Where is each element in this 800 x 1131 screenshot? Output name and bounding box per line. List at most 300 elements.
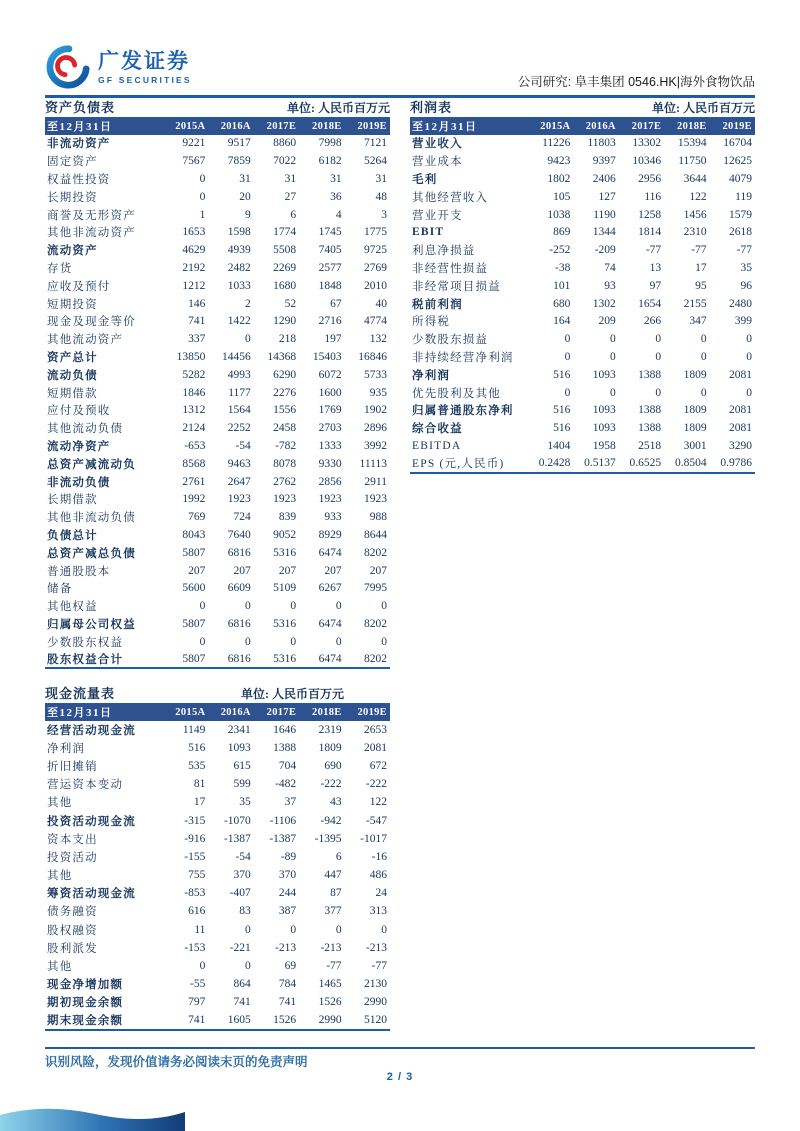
cell-value: 5807 (182, 653, 206, 665)
year-column-header: 2016A (208, 704, 253, 721)
cell-value: 0 (245, 635, 251, 648)
row-label: 储备 (47, 583, 73, 596)
cell-value: 2647 (227, 475, 251, 488)
gf-logo-icon (45, 44, 91, 90)
cell-value: 31 (330, 172, 342, 185)
cell-value: 74 (604, 261, 616, 274)
cell-value: 0 (290, 923, 297, 936)
income-statement-caption (410, 100, 755, 116)
cell-value: 724 (233, 511, 251, 524)
cell-value: 37 (284, 796, 297, 809)
cell-value: 16704 (723, 137, 752, 150)
row-label: 其他流动负债 (47, 423, 124, 436)
row-label: 其他经营收入 (412, 191, 489, 204)
cell-value: 313 (369, 905, 387, 918)
cell-value: 16846 (358, 350, 387, 363)
table-row (410, 348, 755, 366)
cell-value: 4774 (364, 315, 387, 328)
row-label: 投资活动 (47, 851, 98, 864)
cell-value: 337 (188, 333, 206, 346)
cell-value: 8644 (364, 528, 387, 541)
cell-value: -407 (229, 887, 251, 900)
cell-value: 447 (324, 869, 342, 882)
cell-value: 741 (278, 996, 297, 1009)
cell-value: -853 (184, 887, 206, 900)
cell-value: 2990 (318, 1014, 342, 1027)
cell-value: 31 (284, 172, 297, 185)
cell-value: 17 (193, 796, 206, 809)
cell-value: 5316 (273, 617, 297, 630)
row-label: EBITDA (412, 439, 462, 452)
cell-value: -77 (371, 960, 387, 973)
cell-value: 122 (369, 796, 387, 809)
cell-value: 2310 (683, 226, 707, 239)
cell-value: 6816 (227, 653, 251, 665)
cash-flow-title: 现金流量表 (45, 686, 116, 701)
cell-value: 2762 (273, 475, 297, 488)
cell-value: 769 (188, 511, 206, 524)
table-row (45, 793, 390, 811)
cell-value: 266 (643, 315, 662, 328)
cell-value: 2081 (729, 404, 752, 417)
balance-sheet-table-container (45, 117, 390, 669)
cell-value: 1388 (638, 404, 662, 417)
cell-value: 2010 (364, 279, 387, 292)
cell-value: 1923 (364, 493, 387, 506)
cell-value: 6 (335, 850, 342, 863)
cell-value: 207 (278, 564, 297, 577)
row-label: 负债总计 (47, 529, 98, 542)
cell-value: 1774 (273, 226, 297, 239)
table-row (45, 957, 390, 975)
cell-value: 741 (188, 1014, 206, 1027)
cell-value: 0 (245, 333, 251, 346)
table-row (410, 455, 755, 473)
row-label: 所得税 (412, 316, 451, 329)
cell-value: 5733 (364, 368, 387, 381)
cell-value: 615 (233, 759, 251, 772)
table-row (45, 775, 390, 793)
cell-value: 1422 (227, 315, 251, 328)
cell-value: 0 (655, 350, 662, 363)
cell-value: 0 (700, 386, 707, 399)
cell-value: -77 (736, 244, 752, 257)
table-row (410, 366, 755, 384)
cell-value: 741 (233, 996, 251, 1009)
table-row (410, 170, 755, 188)
row-label: 总资产减流动负 (47, 458, 136, 471)
table-row (45, 455, 390, 473)
cell-value: -54 (235, 850, 251, 863)
cell-value: 0 (746, 386, 752, 399)
cell-value: 8202 (364, 653, 387, 665)
cell-value: 1093 (592, 404, 616, 417)
cell-value: 0 (335, 923, 342, 936)
cell-value: 599 (233, 778, 251, 791)
cell-value: 8568 (182, 457, 206, 470)
cell-value: 0 (199, 635, 206, 648)
row-label: 非经常项目损益 (412, 280, 501, 293)
gf-securities-logo (45, 44, 192, 90)
cell-value: 9052 (273, 528, 297, 541)
cell-value: 13850 (176, 350, 206, 363)
cell-value: 207 (233, 564, 251, 577)
table-row (45, 188, 390, 206)
cell-value: 15403 (312, 350, 342, 363)
cell-value: 0.9786 (720, 457, 752, 470)
cell-value: 0 (746, 350, 752, 363)
cell-value: 1902 (364, 404, 387, 417)
table-row (410, 152, 755, 170)
cell-value: 4 (335, 208, 342, 221)
cell-value: 0 (610, 350, 616, 363)
table-row (45, 295, 390, 313)
cell-value: 14368 (267, 350, 297, 363)
cell-value: 0.8504 (674, 457, 707, 470)
cell-value: 2761 (182, 475, 206, 488)
cell-value: 95 (695, 279, 707, 292)
table-row (45, 206, 390, 224)
table-row (45, 170, 390, 188)
cell-value: 7567 (182, 155, 206, 168)
cell-value: 1564 (227, 404, 251, 417)
cell-value: 48 (375, 190, 387, 203)
row-label: 其他权益 (47, 601, 98, 614)
cell-value: -77 (691, 244, 707, 257)
cell-value: 97 (649, 279, 662, 292)
table-row (45, 757, 390, 775)
cell-value: 164 (553, 315, 571, 328)
cell-value: 0 (335, 635, 342, 648)
cell-value: 1258 (638, 208, 662, 221)
brand-name-en: GF SECURITIES (98, 74, 192, 85)
cell-value: 116 (644, 190, 662, 203)
cell-value: -213 (320, 941, 342, 954)
cash-flow-section (45, 686, 390, 1031)
cell-value: 377 (324, 905, 342, 918)
row-label: 流动负债 (47, 369, 98, 382)
cell-value: 1038 (547, 208, 571, 221)
row-label: 其他 (47, 961, 73, 974)
cell-value: 1456 (683, 208, 707, 221)
cell-value: 399 (734, 315, 752, 328)
cell-value: 93 (604, 279, 616, 292)
cell-value: 0 (610, 386, 616, 399)
cell-value: 1579 (729, 208, 752, 221)
cell-value: 1526 (273, 1014, 297, 1027)
cell-value: 1290 (273, 315, 297, 328)
table-row (45, 562, 390, 580)
cell-value: 1814 (638, 226, 662, 239)
cell-value: -77 (645, 244, 662, 257)
cell-value: -916 (184, 832, 206, 845)
cell-value: 2577 (318, 261, 342, 274)
row-label: 营业开支 (412, 209, 463, 222)
table-row (45, 579, 390, 597)
cell-value: 8078 (273, 457, 297, 470)
table-row (45, 312, 390, 330)
cell-value: 11803 (587, 137, 616, 150)
cell-value: 0 (199, 960, 206, 973)
cell-value: 13 (649, 261, 662, 274)
row-label: 短期投资 (47, 298, 98, 311)
row-label: 现金净增加额 (47, 979, 124, 992)
cell-value: 101 (553, 279, 571, 292)
cell-value: -222 (365, 778, 387, 791)
cell-value: 35 (740, 261, 752, 274)
cell-value: 1600 (318, 386, 342, 399)
row-label: 商誉及无形资产 (47, 209, 136, 222)
cell-value: 5807 (182, 617, 206, 630)
cell-value: 935 (369, 386, 387, 399)
table-row (45, 615, 390, 633)
row-label: 期末现金余额 (47, 1015, 124, 1028)
cell-value: 105 (553, 190, 571, 203)
cell-value: 9463 (227, 457, 251, 470)
cell-value: -315 (184, 814, 206, 827)
row-label: 非流动负债 (47, 476, 111, 489)
cell-value: 1212 (182, 279, 206, 292)
cell-value: 6816 (227, 546, 251, 559)
cell-value: 1802 (547, 172, 571, 185)
cell-value: 1312 (182, 404, 206, 417)
cell-value: 12625 (723, 155, 752, 168)
cash-flow-table (45, 703, 390, 1031)
cell-value: -252 (549, 244, 571, 257)
cell-value: 207 (369, 564, 387, 577)
cell-value: 0 (746, 333, 752, 346)
cell-value: 132 (369, 333, 387, 346)
year-column-header: 2019E (345, 118, 390, 135)
income-statement-unit: 单位: 人民币百万元 (652, 101, 755, 115)
cell-value: -1106 (269, 814, 297, 827)
cell-value: 9330 (318, 457, 342, 470)
cell-value: 387 (278, 905, 297, 918)
cell-value: 8202 (364, 546, 387, 559)
cell-value: 988 (369, 511, 387, 524)
cell-value: 6267 (318, 582, 342, 595)
year-column-header: 2017E (254, 118, 299, 135)
cell-value: -653 (184, 439, 206, 452)
table-row (45, 241, 390, 259)
year-column-header: 2017E (619, 118, 664, 135)
row-label: 少数股东权益 (47, 636, 124, 649)
cell-value: -209 (594, 244, 616, 257)
row-label: 归属母公司权益 (47, 618, 136, 631)
cell-value: 1923 (227, 493, 251, 506)
cell-value: -547 (365, 814, 387, 827)
cell-value: 1598 (227, 226, 251, 239)
cell-value: 2482 (227, 261, 251, 274)
cell-value: 1923 (273, 493, 297, 506)
cell-value: 1646 (273, 723, 297, 736)
cell-value: 2155 (683, 297, 707, 310)
row-label: 营运资本变动 (47, 779, 124, 792)
table-header-row (45, 118, 390, 135)
cell-value: 7998 (318, 137, 342, 150)
row-label: 应收及预付 (47, 280, 111, 293)
cell-value: 0 (199, 190, 206, 203)
cell-value: 87 (330, 887, 342, 900)
cell-value: 1848 (318, 279, 342, 292)
row-label: 期初现金余额 (47, 997, 124, 1010)
row-label: 资产总计 (47, 351, 98, 364)
cell-value: 52 (284, 297, 297, 310)
cell-value: 0 (381, 635, 387, 648)
cell-value: -77 (326, 960, 342, 973)
cell-value: 0 (564, 350, 571, 363)
row-label: 利息净损益 (412, 245, 476, 258)
cell-value: 486 (369, 869, 387, 882)
cell-value: 2081 (364, 741, 387, 754)
cell-value: -155 (184, 850, 206, 863)
cell-value: 9517 (227, 137, 251, 150)
income-statement-section (410, 100, 755, 474)
table-row (45, 993, 390, 1011)
cell-value: 0 (655, 386, 662, 399)
risk-disclaimer: 识别风险，发现价值请务必阅读末页的免责声明 (45, 1055, 308, 1069)
cell-value: 5508 (273, 244, 297, 257)
balance-sheet-caption (45, 100, 390, 116)
cell-value: 1745 (318, 226, 342, 239)
cell-value: 690 (324, 759, 342, 772)
year-column-header: 2018E (299, 118, 344, 135)
table-row (45, 830, 390, 848)
table-row (410, 259, 755, 277)
cell-value: -1395 (314, 832, 342, 845)
cell-value: 11 (194, 923, 206, 936)
table-row (410, 188, 755, 206)
cell-value: -153 (184, 941, 206, 954)
table-row (45, 330, 390, 348)
page-header (45, 44, 755, 94)
cell-value: 535 (188, 759, 206, 772)
cell-value: 207 (324, 564, 342, 577)
cell-value: 5600 (182, 582, 206, 595)
cell-value: 2716 (318, 315, 342, 328)
cell-value: 1680 (273, 279, 297, 292)
cell-value: 1923 (318, 493, 342, 506)
cell-value: 5807 (182, 546, 206, 559)
cell-value: 2480 (729, 297, 752, 310)
cell-value: 516 (553, 422, 571, 435)
cell-value: -16 (371, 850, 387, 863)
footer-divider (45, 1047, 755, 1049)
cell-value: 0 (245, 600, 251, 613)
row-label: 短期借款 (47, 387, 98, 400)
cell-value: 11226 (542, 137, 571, 150)
cell-value: 146 (188, 297, 206, 310)
cell-value: 0 (564, 386, 571, 399)
row-label: 营业成本 (412, 156, 463, 169)
row-label: 非经营性损益 (412, 262, 489, 275)
cell-value: 2081 (729, 422, 752, 435)
table-row (410, 401, 755, 419)
cell-value: 6 (290, 208, 297, 221)
cell-value: 2252 (227, 422, 251, 435)
cell-value: 20 (239, 190, 251, 203)
cell-value: -782 (275, 439, 297, 452)
cell-value: 0 (290, 635, 297, 648)
cell-value: 9221 (182, 137, 206, 150)
table-row (45, 884, 390, 902)
cell-value: 1177 (228, 386, 251, 399)
cell-value: 6474 (318, 617, 342, 630)
balance-sheet-title: 资产负债表 (45, 100, 116, 115)
row-label: 资本支出 (47, 833, 98, 846)
cell-value: 516 (188, 741, 206, 754)
table-row (410, 437, 755, 455)
cell-value: 370 (278, 869, 297, 882)
cell-value: 2956 (638, 172, 662, 185)
cell-value: 15394 (677, 137, 707, 150)
cell-value: 244 (278, 887, 297, 900)
cell-value: 1 (199, 208, 206, 221)
cell-value: 704 (278, 759, 297, 772)
cash-flow-caption (45, 686, 390, 702)
cell-value: 0.6525 (629, 457, 662, 470)
table-row (410, 277, 755, 295)
row-label: 股利派发 (47, 942, 98, 955)
cell-value: 0 (564, 333, 571, 346)
year-column-header: 2019E (345, 704, 390, 721)
cell-value: 2 (245, 297, 251, 310)
cell-value: 6816 (227, 617, 251, 630)
table-row (45, 348, 390, 366)
cell-value: -213 (365, 941, 387, 954)
cell-value: 207 (188, 564, 206, 577)
date-column-header: 至12月31日 (410, 118, 528, 135)
cell-value: 2406 (592, 172, 616, 185)
cell-value: 755 (188, 869, 206, 882)
table-row (45, 1012, 390, 1030)
row-label: 筹资活动现金流 (47, 888, 136, 901)
cell-value: 0.2428 (538, 457, 571, 470)
row-label: 其他 (47, 797, 73, 810)
cell-value: 2081 (729, 368, 752, 381)
cell-value: 2341 (227, 723, 251, 736)
year-column-header: 2016A (208, 118, 253, 135)
income-statement-title: 利润表 (410, 100, 453, 115)
table-row (410, 206, 755, 224)
cell-value: 69 (284, 960, 297, 973)
cell-value: 5264 (364, 155, 387, 168)
year-column-header: 2016A (573, 118, 618, 135)
cell-value: 9397 (592, 155, 616, 168)
year-column-header: 2018E (299, 704, 344, 721)
cell-value: -1070 (223, 814, 251, 827)
row-label: 流动资产 (47, 245, 98, 258)
cell-value: 1344 (592, 226, 616, 239)
table-row (45, 902, 390, 920)
table-row (45, 277, 390, 295)
cell-value: 864 (233, 978, 251, 991)
row-label: 非持续经营净利润 (412, 351, 514, 364)
year-column-header: 2018E (664, 118, 709, 135)
cell-value: 2130 (364, 978, 387, 991)
cell-value: 1388 (638, 368, 662, 381)
year-column-header: 2015A (163, 704, 208, 721)
cell-value: 680 (553, 297, 571, 310)
cell-value: 2990 (364, 996, 387, 1009)
cell-value: 2618 (729, 226, 752, 239)
cell-value: 616 (188, 905, 206, 918)
cell-value: 1093 (592, 422, 616, 435)
corner-wave-decoration (0, 1105, 185, 1131)
row-label: 营业收入 (412, 138, 463, 151)
row-label: 非流动资产 (47, 138, 111, 151)
cell-value: 3992 (364, 439, 387, 452)
